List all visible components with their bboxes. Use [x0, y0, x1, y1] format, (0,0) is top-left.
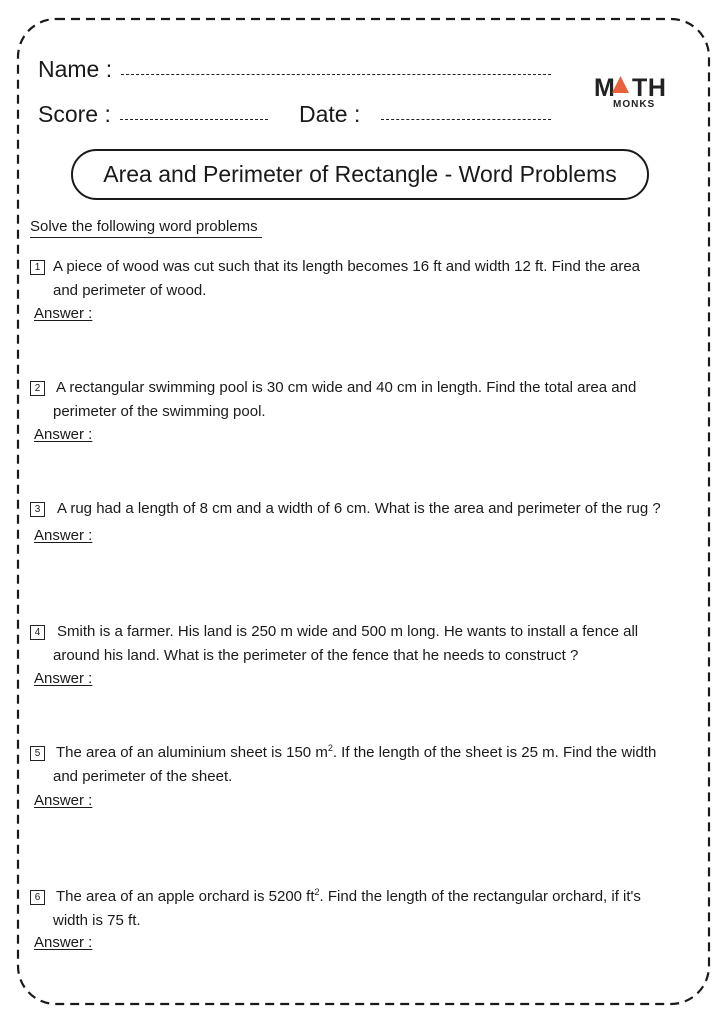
problem-number: 6: [30, 890, 45, 905]
logo-triangle-icon: [612, 76, 629, 93]
problem-text: The area of an aluminium sheet is 150 $m^2$. If the length of the sheet is 25 m. Find the width: [56, 743, 657, 761]
problem-number: 2: [30, 381, 45, 396]
problem-number: 4: [30, 625, 45, 640]
worksheet-title-box: [71, 149, 649, 200]
answer-label: Answer :: [34, 426, 93, 443]
problem-text: width is 75 ft.: [53, 912, 141, 929]
answer-label: Answer :: [34, 527, 93, 544]
problem-text: perimeter of the swimming pool.: [53, 403, 266, 420]
problem-text: A rectangular swimming pool is 30 cm wide and 40 cm in length. Find the total area and: [56, 379, 637, 396]
date-label: Date :: [299, 101, 361, 127]
problem-text: and perimeter of the sheet.: [53, 768, 233, 785]
problem-text: Smith is a farmer. His land is 250 m wide and 500 m long. He wants to install a fence all: [57, 623, 639, 640]
problem-text: A piece of wood was cut such that its length becomes 16 ft and width 12 ft. Find the area: [53, 258, 641, 275]
problem-number: 1: [30, 260, 45, 275]
instructions: Solve the following word problems: [30, 218, 262, 238]
score-field[interactable]: [120, 119, 268, 120]
problem-text: around his land. What is the perimeter of the fence that he needs to construct ?: [53, 647, 579, 664]
answer-label: Answer :: [34, 934, 93, 951]
score-label: Score :: [38, 101, 111, 127]
math-monks-logo: [594, 74, 674, 114]
problem-text: A rug had a length of 8 cm and a width of 6 cm. What is the area and perimeter of the rug ?: [57, 500, 661, 517]
answer-label: Answer :: [34, 305, 93, 322]
problem-number: 3: [30, 502, 45, 517]
problem-number: 5: [30, 746, 45, 761]
name-label: Name :: [38, 56, 113, 82]
name-field[interactable]: [121, 74, 551, 75]
problem-text: and perimeter of wood.: [53, 282, 207, 299]
problem-text: The area of an apple orchard is 5200 $ft^2$. Find the length of the rectangular orchard, if it's: [56, 887, 641, 905]
logo-main-text: M TH: [594, 74, 667, 102]
answer-label: Answer :: [34, 670, 93, 687]
date-field[interactable]: [381, 119, 551, 120]
worksheet-title: Area and Perimeter of Rectangle - Word Problems: [103, 161, 617, 187]
logo-sub-text: MONKS: [613, 99, 656, 110]
answer-label: Answer :: [34, 792, 93, 809]
